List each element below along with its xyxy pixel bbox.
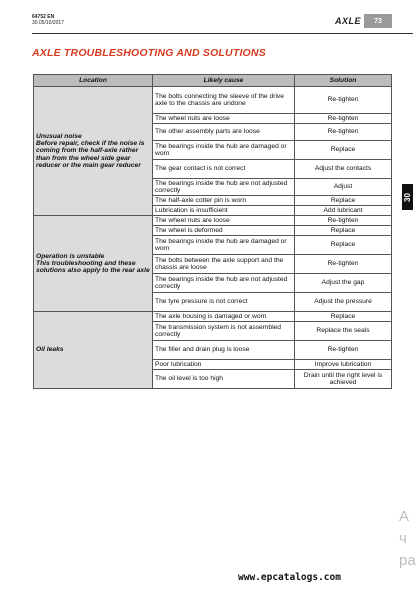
solution-cell: Replace <box>295 236 392 255</box>
cause-cell: Poor lubrication <box>153 360 295 370</box>
solution-cell: Adjust the gap <box>295 274 392 293</box>
table-row <box>34 312 392 322</box>
cause-cell: The gear contact is not correct <box>153 160 295 179</box>
cause-cell: The bearings inside the hub are damaged or worn <box>153 236 295 255</box>
table-header-row <box>34 75 392 87</box>
watermark-text: А ч ра <box>399 508 416 569</box>
cause-cell: The transmission system is not assembled correctly <box>153 322 295 341</box>
cause-cell: The wheel nuts are loose <box>153 114 295 124</box>
solution-cell: Adjust the contacts <box>295 160 392 179</box>
solution-cell: Re-tighten <box>295 341 392 360</box>
cause-cell: The other assembly parts are loose <box>153 124 295 141</box>
solution-cell: Improve lubrication <box>295 360 392 370</box>
cause-cell: The axle housing is damaged or worn <box>153 312 295 322</box>
cause-cell: The bolts between the axle support and the chassis are loose <box>153 255 295 274</box>
table-row <box>34 87 392 114</box>
cause-cell: The filler and drain plug is loose <box>153 341 295 360</box>
solution-cell: Replace <box>295 141 392 160</box>
solution-cell: Drain until the right level is achieved <box>295 370 392 389</box>
solution-cell: Replace <box>295 226 392 236</box>
cause-cell: The bolts connecting the sleeve of the drive axle to the chassis are undone <box>153 87 295 114</box>
cause-cell: The half-axle cotter pin is worn <box>153 196 295 206</box>
solution-cell: Replace the seals <box>295 322 392 341</box>
solution-cell: Add lubricant <box>295 206 392 216</box>
solution-cell: Replace <box>295 312 392 322</box>
solution-cell: Adjust the pressure <box>295 293 392 312</box>
solution-cell: Re-tighten <box>295 255 392 274</box>
troubleshooting-table <box>33 74 392 389</box>
table-body <box>34 87 392 389</box>
solution-cell: Re-tighten <box>295 87 392 114</box>
solution-cell: Re-tighten <box>295 124 392 141</box>
table-row <box>34 216 392 226</box>
section-title: AXLE <box>335 16 362 26</box>
solution-cell: Re-tighten <box>295 216 392 226</box>
solution-cell: Re-tighten <box>295 114 392 124</box>
chapter-tab <box>402 184 413 210</box>
cause-cell: The wheel is deformed <box>153 226 295 236</box>
cause-cell: The bearings inside the hub are not adjusted correctly <box>153 179 295 196</box>
chapter-tab-label: 30 <box>403 192 412 202</box>
cause-cell: The bearings inside the hub are damaged or worn <box>153 141 295 160</box>
cause-cell: The wheel nuts are loose <box>153 216 295 226</box>
doc-code-number: 64752 EN <box>32 14 55 20</box>
column-header-cause: Likely cause <box>153 75 295 87</box>
column-header-location: Location <box>34 75 153 87</box>
page-number: 73 <box>364 14 392 28</box>
doc-code <box>32 14 64 26</box>
cause-cell: The tyre pressure is not correct <box>153 293 295 312</box>
header-divider <box>32 33 413 34</box>
cause-cell: Lubrication is insufficient <box>153 206 295 216</box>
footer-url: www.epcatalogs.com <box>238 572 341 583</box>
column-header-solution: Solution <box>295 75 392 87</box>
doc-date: 30.05/10/2017 <box>32 20 64 26</box>
solution-cell: Replace <box>295 196 392 206</box>
solution-cell: Adjust <box>295 179 392 196</box>
location-cell: Operation is unstable This troubleshooting and these solutions also apply to the rear axle <box>34 216 153 312</box>
cause-cell: The bearings inside the hub are not adjusted correctly <box>153 274 295 293</box>
location-cell: Unusual noise Before repair, check if the noise is coming from the half-axle rather than from the wheel side gear reducer or the main gear reducer <box>34 87 153 216</box>
cause-cell: The oil level is too high <box>153 370 295 389</box>
page-title: AXLE TROUBLESHOOTING AND SOLUTIONS <box>32 47 266 59</box>
location-cell: Oil leaks <box>34 312 153 389</box>
